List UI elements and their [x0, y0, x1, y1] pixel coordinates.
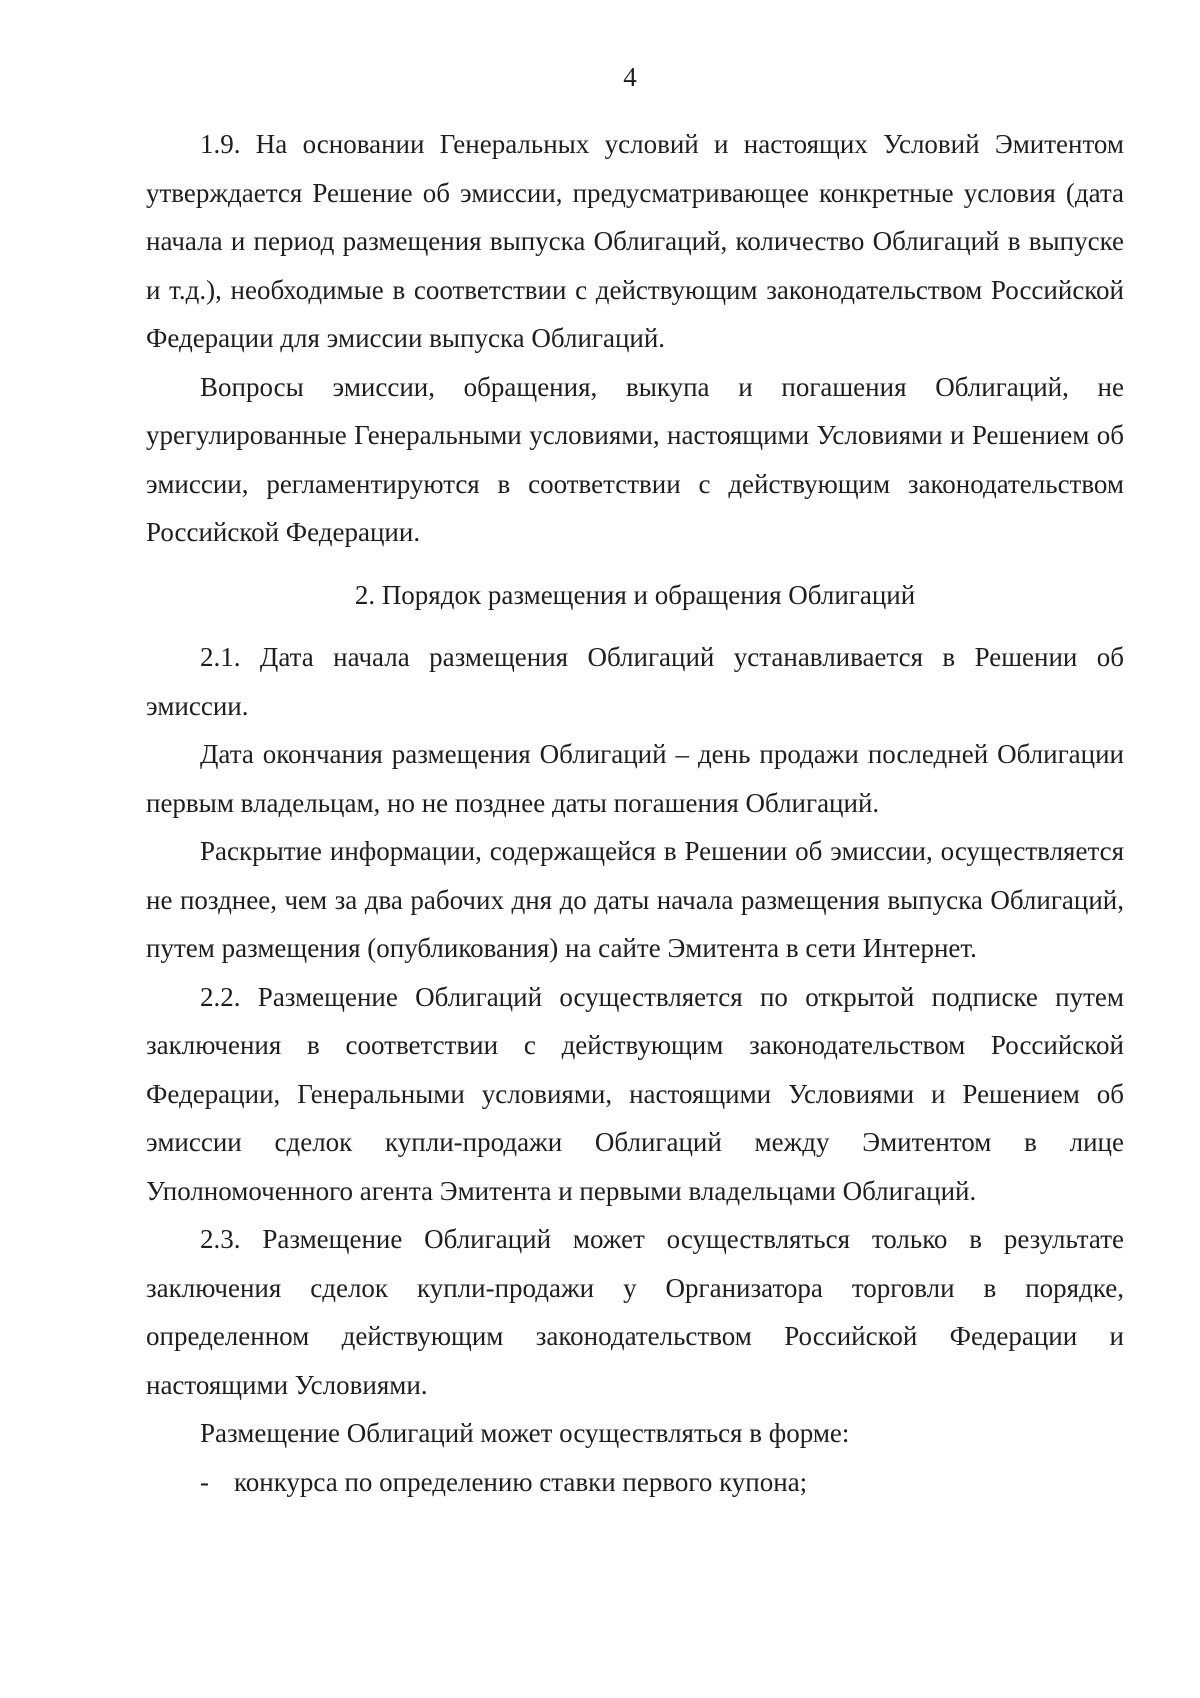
paragraph-1-9: 1.9. На основании Генеральных условий и настоящих Условий Эмитентом утверждается Решение об эмиссии, предусматривающее конкретные условия (дата начала и период размещения выпуска Облигаций, количество Облигаций в выпуске и т.д.), необходимые в соответствии с действующим законодательством Российской Федерации для эмиссии выпуска Облигаций. [146, 129, 1124, 353]
paragraph-2-1-end-date: Дата окончания размещения Облигаций – день продажи последней Облигации первым владельцам, но не позднее даты погашения Облигаций. [146, 739, 1124, 818]
list-item [146, 1458, 1124, 1507]
document-body [146, 120, 1124, 1506]
list-item-text: конкурса по определению ставки первого купона; [234, 1466, 808, 1497]
paragraph-2-3: 2.3. Размещение Облигаций может осуществляться только в результате заключения сделок купли-продажи у Организатора торговли в порядке, определенном действующим законодательством Российской Федерации и настоящими Условиями. [146, 1224, 1124, 1400]
section-2-heading: 2. Порядок размещения и обращения Облигаций [354, 579, 916, 610]
paragraph-2-3-forms: Размещение Облигаций может осуществляться в форме: [200, 1418, 850, 1448]
paragraph-2-1: 2.1. Дата начала размещения Облигаций устанавливается в Решении об эмиссии. [146, 642, 1124, 721]
page-number: 4 [623, 62, 637, 92]
list-marker: - [200, 1466, 209, 1497]
paragraph-2-2: 2.2. Размещение Облигаций осуществляется по открытой подписке путем заключения в соответствии с действующим законодательством Российской Федерации, Генеральными условиями, настоящими Условиями и Решением об эмиссии сделок купли-продажи Облигаций между Эмитентом в лице Уполномоченного агента Эмитента и первыми владельцами Облигаций. [146, 981, 1124, 1206]
paragraph-2-1-disclosure: Раскрытие информации, содержащейся в Решении об эмиссии, осуществляется не позднее, чем за два рабочих дня до даты начала размещения выпуска Облигаций, путем размещения (опубликования) на сайте Эмитента в сети Интернет. [146, 836, 1124, 963]
paragraph-1-9-continued: Вопросы эмиссии, обращения, выкупа и погашения Облигаций, не урегулированные Генеральными условиями, настоящими Условиями и Решением об эмиссии, регламентируются в соответствии с действующим законодательством Российской Федерации. [146, 371, 1124, 547]
